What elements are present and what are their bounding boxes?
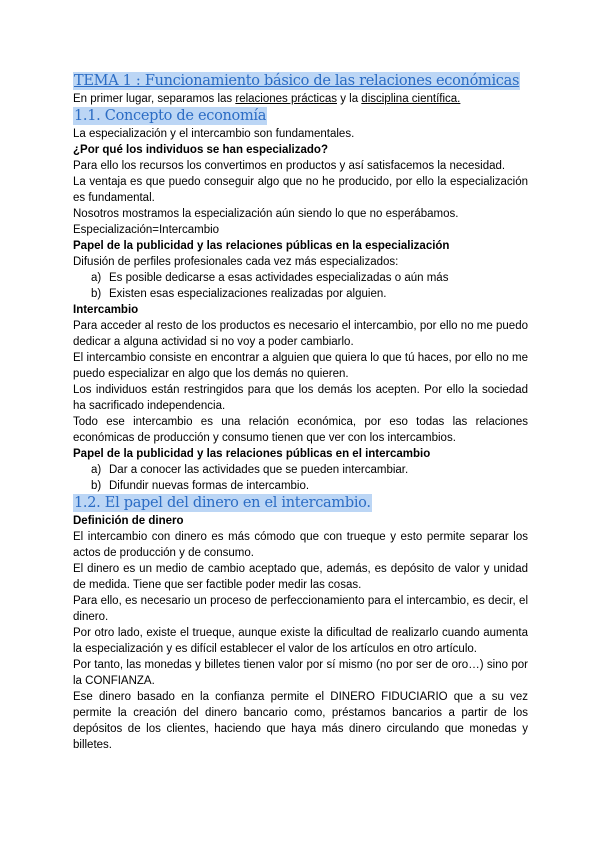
paragraph: El intercambio con dinero es más cómodo que con trueque y esto permite separar los actos de producción y de consumo. bbox=[73, 531, 528, 559]
intro-term-practical: relaciones prácticas bbox=[235, 93, 337, 105]
document-title: TEMA 1 : Funcionamiento básico de las relaciones económicas bbox=[74, 73, 520, 89]
list-item-text: Difundir nuevas formas de intercambio. bbox=[109, 480, 310, 492]
intro-term-scientific: disciplina científica. bbox=[361, 93, 461, 105]
intro-text: En primer lugar, separamos las bbox=[73, 93, 236, 105]
intro-paragraph bbox=[73, 91, 528, 107]
paragraph: Difusión de perfiles profesionales cada vez más especializados: bbox=[73, 256, 399, 268]
list-item-text: Existen esas especializaciones realizadas por alguien. bbox=[109, 288, 387, 300]
intro-text-mid: y la bbox=[337, 93, 362, 105]
list-item bbox=[91, 286, 528, 302]
subheading-publicity-specialization: Papel de la publicidad y las relaciones públicas en la especialización bbox=[73, 240, 450, 252]
list-marker: b) bbox=[91, 480, 102, 492]
paragraph: Todo ese intercambio es una relación económica, por eso todas las relaciones económicas de producción y consumo tienen que ver con los intercambios. bbox=[73, 416, 528, 444]
list-item bbox=[91, 478, 528, 494]
paragraph: La ventaja es que puedo conseguir algo que no he producido, por ello la especialización es fundamental. bbox=[73, 176, 528, 204]
paragraph: Por tanto, las monedas y billetes tienen valor por sí mismo (no por ser de oro…) sino por la CONFIANZA. bbox=[73, 659, 528, 687]
list-marker: b) bbox=[91, 288, 102, 300]
question-heading: ¿Por qué los individuos se han especializado? bbox=[73, 144, 328, 156]
paragraph: La especialización y el intercambio son fundamentales. bbox=[73, 128, 355, 140]
list-specialization bbox=[73, 270, 528, 302]
subheading-publicity-exchange: Papel de la publicidad y las relaciones públicas en el intercambio bbox=[73, 448, 431, 460]
document-content bbox=[73, 72, 528, 753]
paragraph: Por otro lado, existe el trueque, aunque existe la dificultad de realizarlo cuando aumenta la especialización y es difícil establecer el valor de los artículos en otro artículo. bbox=[73, 627, 528, 655]
list-item-text: Dar a conocer las actividades que se pueden intercambiar. bbox=[109, 464, 409, 476]
list-marker: a) bbox=[91, 272, 102, 284]
paragraph: Los individuos están restringidos para que los demás los acepten. Por ello la sociedad ha sacrificado independencia. bbox=[73, 384, 528, 412]
subheading-intercambio: Intercambio bbox=[73, 304, 139, 316]
paragraph: Para ello los recursos los convertimos en productos y así satisfacemos la necesidad. bbox=[73, 160, 506, 172]
paragraph: El dinero es un medio de cambio aceptado que, además, es depósito de valor y unidad de medida. Tiene que ser factible poder medir las cosas. bbox=[73, 563, 528, 591]
paragraph: Ese dinero basado en la confianza permite el DINERO FIDUCIARIO que a su vez permite la creación del dinero bancario como, préstamos bancarios a partir de los depósitos de los clientes, haciendo que haya más dinero circulando que monedas y billetes. bbox=[73, 691, 528, 751]
list-item bbox=[91, 462, 528, 478]
paragraph: Para acceder al resto de los productos es necesario el intercambio, por ello no me puedo dedicar a alguna actividad si no voy a poder cambiarlo. bbox=[73, 320, 528, 348]
section-heading-1-1: 1.1. Concepto de economía bbox=[74, 108, 267, 124]
subheading-money-definition: Definición de dinero bbox=[73, 515, 184, 527]
paragraph: Nosotros mostramos la especialización aún siendo lo que no esperábamos. bbox=[73, 208, 459, 220]
section-heading-1-2: 1.2. El papel del dinero en el intercambio. bbox=[74, 495, 371, 511]
list-item-text: Es posible dedicarse a esas actividades especializadas o aún más bbox=[109, 272, 449, 284]
list-item bbox=[91, 270, 528, 286]
list-marker: a) bbox=[91, 464, 102, 476]
paragraph: Para ello, es necesario un proceso de perfeccionamiento para el intercambio, es decir, el dinero. bbox=[73, 595, 528, 623]
paragraph: El intercambio consiste en encontrar a alguien que quiera lo que tú haces, por ello no me puedo especializar en algo que los demás no quieren. bbox=[73, 352, 528, 380]
list-exchange bbox=[73, 462, 528, 494]
paragraph: Especialización=Intercambio bbox=[73, 224, 220, 236]
